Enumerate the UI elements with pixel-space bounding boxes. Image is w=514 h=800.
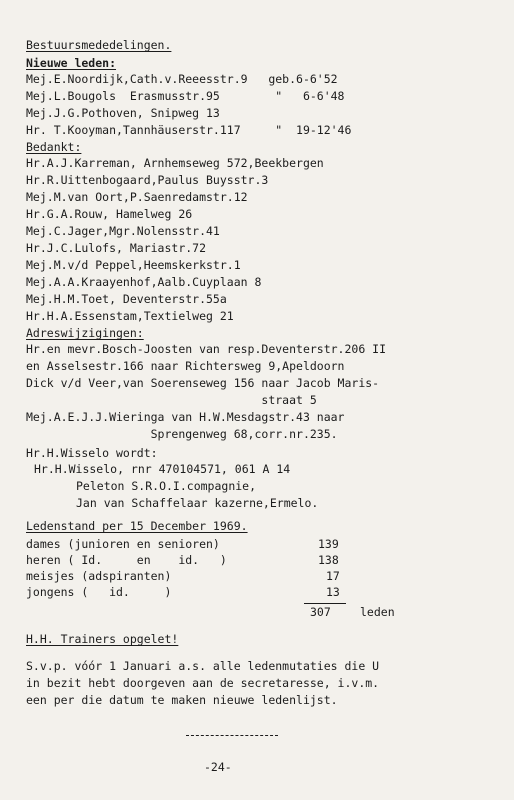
adres-heading: Adreswijzigingen: [26, 326, 144, 340]
nieuwe-leden-heading: Nieuwe leden: [26, 56, 117, 70]
bedankt-9: Mej.H.M.Toet, Deventerstr.55a [26, 292, 227, 306]
adres-4: straat 5 [26, 393, 317, 407]
ledenstand-label-3: meisjes (adspiranten) [26, 569, 172, 583]
ledenstand-heading: Ledenstand per 15 December 1969. [26, 519, 248, 533]
ledenstand-label-4: jongens ( id. ) [26, 585, 172, 599]
wordt-3: Jan van Schaffelaar kazerne,Ermelo. [76, 496, 319, 510]
wordt-heading: Hr.H.Wisselo wordt: [26, 446, 158, 460]
wordt-2: Peleton S.R.O.I.compagnie, [76, 479, 257, 493]
nieuw-lid-3: Mej.J.G.Pothoven, Snipweg 13 [26, 106, 220, 120]
bedankt-7: Mej.M.v/d Peppel,Heemskerkstr.1 [26, 258, 241, 272]
nieuw-lid-4: Hr. T.Kooyman,Tannhäuserstr.117 " 19-12'46 [26, 123, 352, 137]
bedankt-2: Hr.R.Uittenbogaard,Paulus Buysstr.3 [26, 173, 269, 187]
nieuw-lid-2: Mej.L.Bougols Erasmusstr.95 " 6-6'48 [26, 89, 345, 103]
nieuw-lid-1: Mej.E.Noordijk,Cath.v.Reeesstr.9 geb.6-6'52 [26, 72, 338, 86]
trainers-line-1: S.v.p. vóór 1 Januari a.s. alle ledenmutaties die U [26, 659, 380, 673]
ledenstand-count-1: 139 [318, 537, 339, 551]
bedankt-heading: Bedankt: [26, 140, 82, 154]
ledenstand-count-4: 13 [326, 585, 340, 599]
page-number: -24- [204, 760, 232, 774]
ledenstand-count-3: 17 [326, 569, 340, 583]
adres-2: en Asselsestr.166 naar Richtersweg 9,Apeldoorn [26, 359, 345, 373]
trainers-line-3: een per die datum te maken nieuwe ledenlijst. [26, 693, 338, 707]
wordt-1: Hr.H.Wisselo, rnr 470104571, 061 A 14 [34, 462, 291, 476]
ledenstand-total-unit: leden [360, 605, 395, 619]
ledenstand-total: 307 [310, 605, 331, 619]
bedankt-3: Mej.M.van Oort,P.Saenredamstr.12 [26, 190, 248, 204]
adres-1: Hr.en mevr.Bosch-Joosten van resp.Deventerstr.206 II [26, 342, 387, 356]
bedankt-10: Hr.H.A.Essenstam,Textielweg 21 [26, 309, 234, 323]
trainers-line-2: in bezit hebt doorgeven aan de secretaresse, i.v.m. [26, 676, 380, 690]
bedankt-8: Mej.A.A.Kraayenhof,Aalb.Cuyplaan 8 [26, 275, 262, 289]
ledenstand-count-2: 138 [318, 553, 339, 567]
bedankt-6: Hr.J.C.Lulofs, Mariastr.72 [26, 241, 207, 255]
bestuur-heading: Bestuursmededelingen. [26, 38, 172, 52]
adres-6: Sprengenweg 68,corr.nr.235. [26, 427, 338, 441]
bedankt-4: Hr.G.A.Rouw, Hamelweg 26 [26, 207, 193, 221]
bedankt-1: Hr.A.J.Karreman, Arnhemseweg 572,Beekbergen [26, 156, 324, 170]
ledenstand-label-1: dames (junioren en senioren) [26, 537, 220, 551]
ledenstand-label-2: heren ( Id. en id. ) [26, 553, 227, 567]
dashed-divider [186, 735, 278, 736]
trainers-heading: H.H. Trainers opgelet! [26, 632, 179, 646]
adres-5: Mej.A.E.J.J.Wieringa van H.W.Mesdagstr.43 naar [26, 410, 345, 424]
bedankt-5: Mej.C.Jager,Mgr.Nolensstr.41 [26, 224, 220, 238]
sum-rule [304, 603, 346, 604]
adres-3: Dick v/d Veer,van Soerenseweg 156 naar Jacob Maris- [26, 376, 380, 390]
